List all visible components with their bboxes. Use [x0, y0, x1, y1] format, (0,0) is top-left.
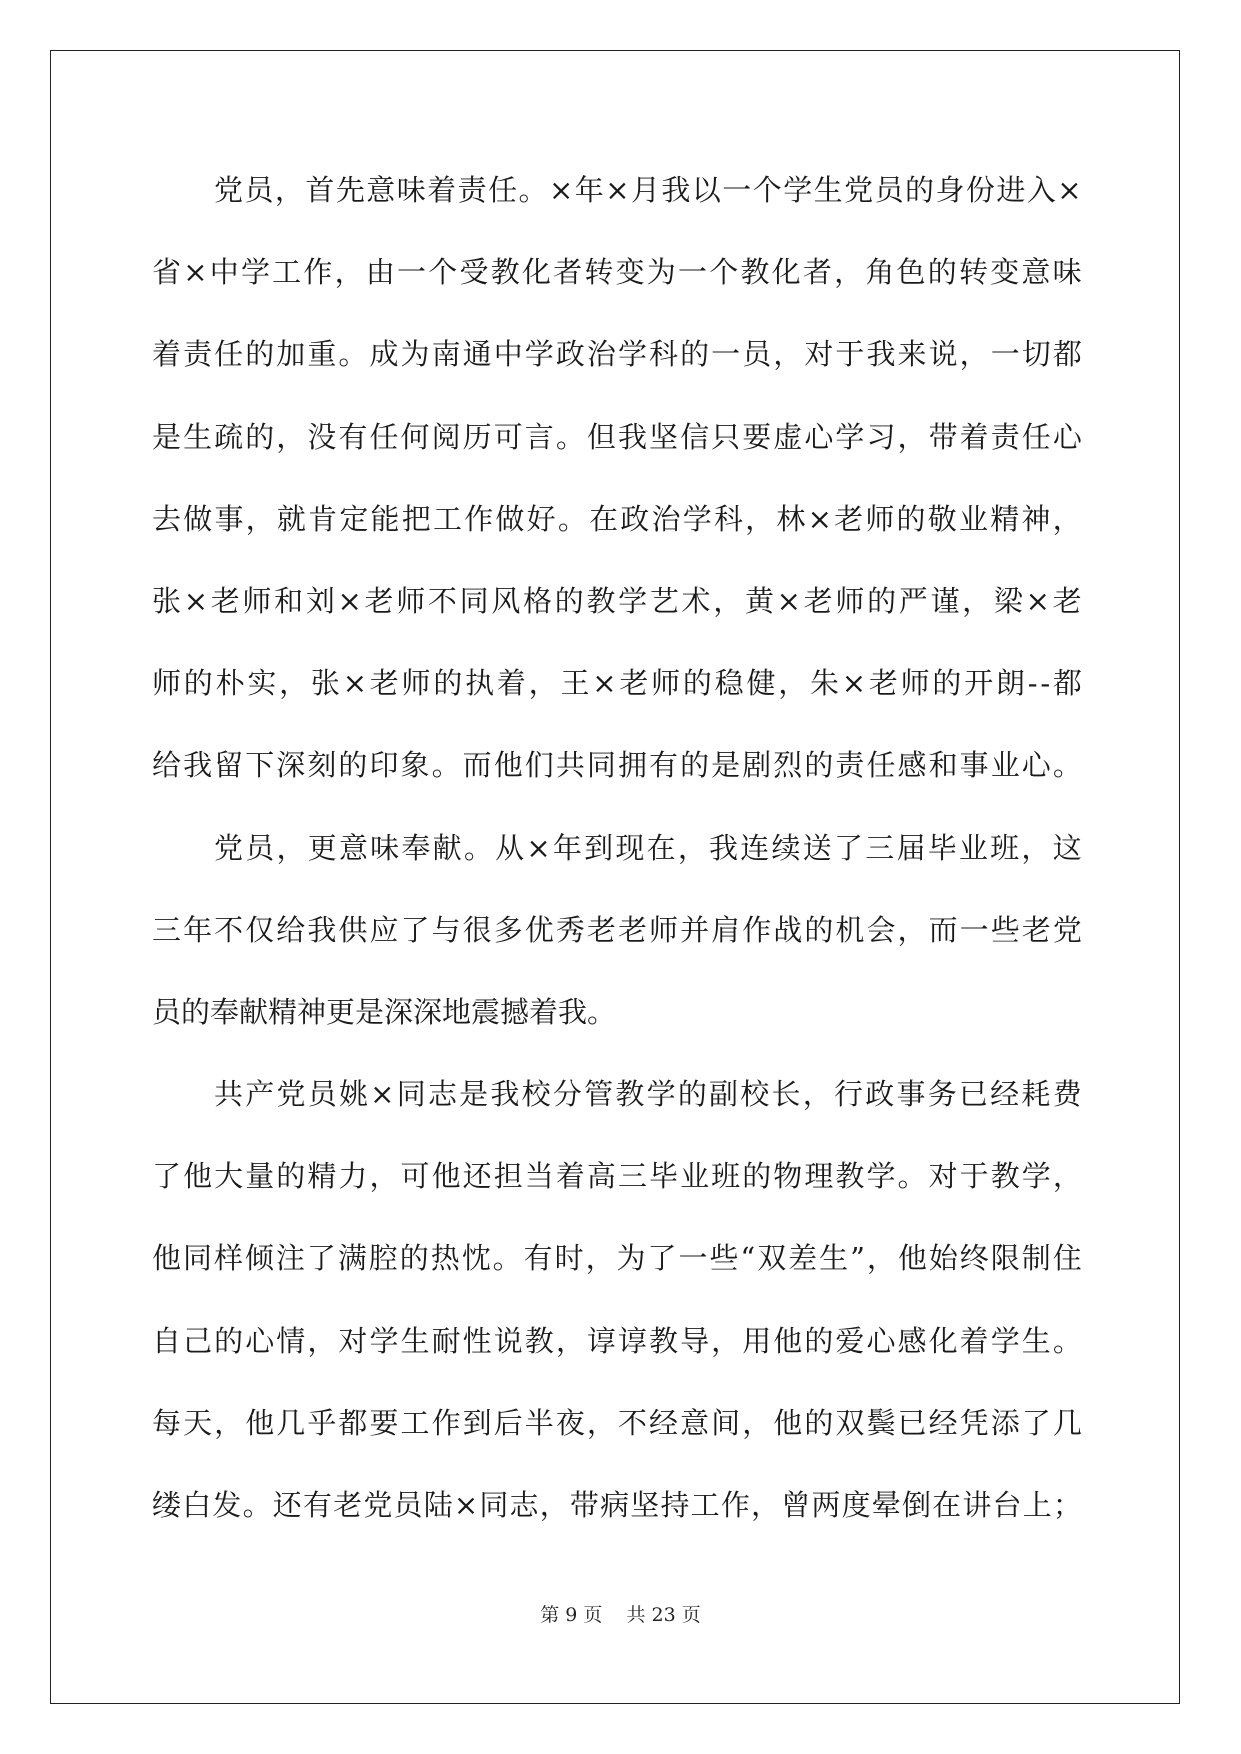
text-line: 去 做 事 ， 就 肯 定 能 把 工 作 做 好 。 在 政 治 学 科 ， 林 × 老 师 的 敬 业 精 神 ， [152, 501, 1082, 536]
text-line: 缕 白 发 。 还 有 老 党 员 陆 × 同 志 ， 带 病 坚 持 工 作 ， 曾 两 度 晕 倒 在 讲 台 上 ； [152, 1488, 1082, 1522]
text-line: 员的奉献精神更是深深地震撼着我。 [152, 994, 617, 1029]
text-line: 给 我 留 下 深 刻 的 印 象 。 而 他 们 共 同 拥 有 的 是 剧 烈 的 责 任 感 和 事 业 心 。 [152, 748, 1082, 783]
page-footer [0, 1600, 1241, 1627]
text-line: 着 责 任 的 加 重 。 成 为 南 通 中 学 政 治 学 科 的 一 员 ， 对 于 我 来 说 ， 一 切 都 [152, 337, 1082, 372]
text-line: 是 生 疏 的 ， 没 有 任 何 阅 历 可 言 。 但 我 坚 信 只 要 虚 心 学 习 ， 带 着 责 任 心 [152, 419, 1082, 454]
text-line: 自 己 的 心 情 ， 对 学 生 耐 性 说 教 ， 谆 谆 教 导 ， 用 他 的 爱 心 感 化 着 学 生 。 [152, 1323, 1082, 1358]
text-line: 党 员 ， 首 先 意 味 着 责 任 。 × 年 × 月 我 以 一 个 学 生 党 员 的 身 份 进 入 × [214, 173, 1082, 207]
text-line: 师 的 朴 实 ， 张 × 老 师 的 执 着 ， 王 × 老 师 的 稳 健 ， 朱 × 老 师 的 开 朗 - - 都 [152, 666, 1082, 701]
page-total: 共 23 页 [626, 1604, 701, 1626]
page-number: 第 9 页 [540, 1604, 603, 1626]
text-line: 每 天 ， 他 几 乎 都 要 工 作 到 后 半 夜 ， 不 经 意 间 ， 他 的 双 鬓 已 经 凭 添 了 几 [152, 1405, 1082, 1440]
document-body [152, 162, 1082, 1559]
text-line: 党 员 ， 更 意 味 奉 献 。 从 × 年 到 现 在 ， 我 连 续 送 了 三 届 毕 业 班 ， 这 [214, 830, 1082, 865]
text-line: 他 同 样 倾 注 了 满 腔 的 热 忱 。 有 时 ， 为 了 一 些 “ 双 差 生 ” ， 他 始 终 限 制 住 [152, 1241, 1082, 1276]
text-line: 共 产 党 员 姚 × 同 志 是 我 校 分 管 教 学 的 副 校 长 ， 行 政 事 务 已 经 耗 费 [214, 1077, 1082, 1112]
text-line: 三 年 不 仅 给 我 供 应 了 与 很 多 优 秀 老 老 师 并 肩 作 战 的 机 会 ， 而 一 些 老 党 [152, 912, 1082, 947]
text-line: 省 × 中 学 工 作 ， 由 一 个 受 教 化 者 转 变 为 一 个 教 化 者 ， 角 色 的 转 变 意 味 [152, 255, 1082, 290]
text-line: 了 他 大 量 的 精 力 ， 可 他 还 担 当 着 高 三 毕 业 班 的 物 理 教 学 。 对 于 教 学 ， [152, 1159, 1082, 1194]
text-line: 张 × 老 师 和 刘 × 老 师 不 同 风 格 的 教 学 艺 术 ， 黄 × 老 师 的 严 谨 ， 梁 × 老 [152, 583, 1082, 618]
